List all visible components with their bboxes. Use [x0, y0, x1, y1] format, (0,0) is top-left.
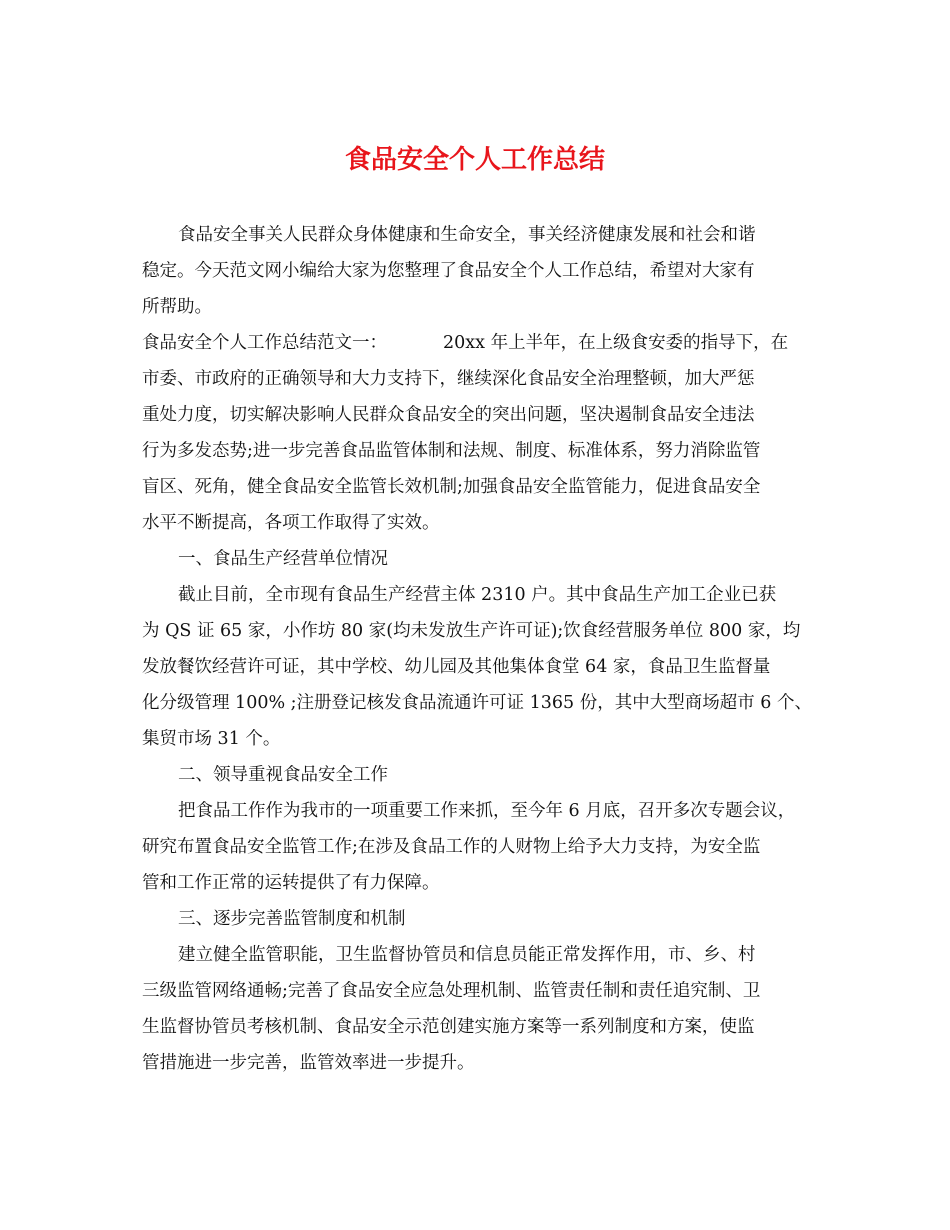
text-line: 管措施进一步完善，监管效率进一步提升。 — [142, 1053, 475, 1073]
text-line: 化分级管理 100% ;注册登记核发食品流通许可证 1365 份，其中大型商场超市 6 个、 — [142, 693, 812, 713]
text-line: 所帮助。 — [142, 297, 212, 317]
text-line: 管和工作正常的运转提供了有力保障。 — [142, 873, 440, 893]
text-line: 集贸市场 31 个。 — [142, 729, 281, 749]
text-line: 研究布置食品安全监管工作;在涉及食品工作的人财物上给予大力支持，为安全监 — [142, 837, 761, 857]
text-line: 重处力度，切实解决影响人民群众食品安全的突出问题，坚决遏制食品安全违法 — [142, 405, 755, 425]
text-line: 稳定。今天范文网小编给大家为您整理了食品安全个人工作总结，希望对大家有 — [142, 261, 755, 281]
text-line: 截止目前，全市现有食品生产经营主体 2310 户。其中食品生产加工企业已获 — [178, 585, 777, 605]
section-heading: 一、食品生产经营单位情况 — [178, 549, 388, 569]
text-segment: 20xx 年上半年，在上级食安委的指导下，在 — [443, 333, 789, 353]
text-line: 水平不断提高，各项工作取得了实效。 — [142, 513, 440, 533]
text-line: 食品安全事关人民群众身体健康和生命安全，事关经济健康发展和社会和谐 — [178, 225, 756, 245]
text-line: 生监督协管员考核机制、食品安全示范创建实施方案等一系列制度和方案，使监 — [142, 1017, 755, 1037]
example-heading: 食品安全个人工作总结范文一： — [142, 333, 387, 353]
section-heading: 二、领导重视食品安全工作 — [178, 765, 388, 785]
text-line: 市委、市政府的正确领导和大力支持下，继续深化食品安全治理整顿，加大严惩 — [142, 369, 755, 389]
text-line: 盲区、死角，健全食品安全监管长效机制;加强食品安全监管能力，促进食品安全 — [142, 477, 761, 497]
text-line — [142, 330, 788, 356]
text-line: 三级监管网络通畅;完善了食品安全应急处理机制、监管责任制和责任追究制、卫 — [142, 981, 761, 1001]
text-line: 行为多发态势;进一步完善食品监管体制和法规、制度、标准体系，努力消除监管 — [142, 441, 761, 461]
section-heading: 三、逐步完善监管制度和机制 — [178, 909, 406, 929]
document-title: 食品安全个人工作总结 — [344, 145, 605, 175]
text-line: 把食品工作作为我市的一项重要工作来抓，至今年 6 月底，召开多次专题会议， — [178, 801, 796, 821]
text-line: 发放餐饮经营许可证，其中学校、幼儿园及其他集体食堂 64 家，食品卫生监督量 — [142, 657, 771, 677]
text-line: 为 QS 证 65 家，小作坊 80 家(均未发放生产许可证);饮食经营服务单位 800 家，均 — [142, 621, 801, 641]
text-line: 建立健全监管职能，卫生监督协管员和信息员能正常发挥作用，市、乡、村 — [178, 945, 756, 965]
